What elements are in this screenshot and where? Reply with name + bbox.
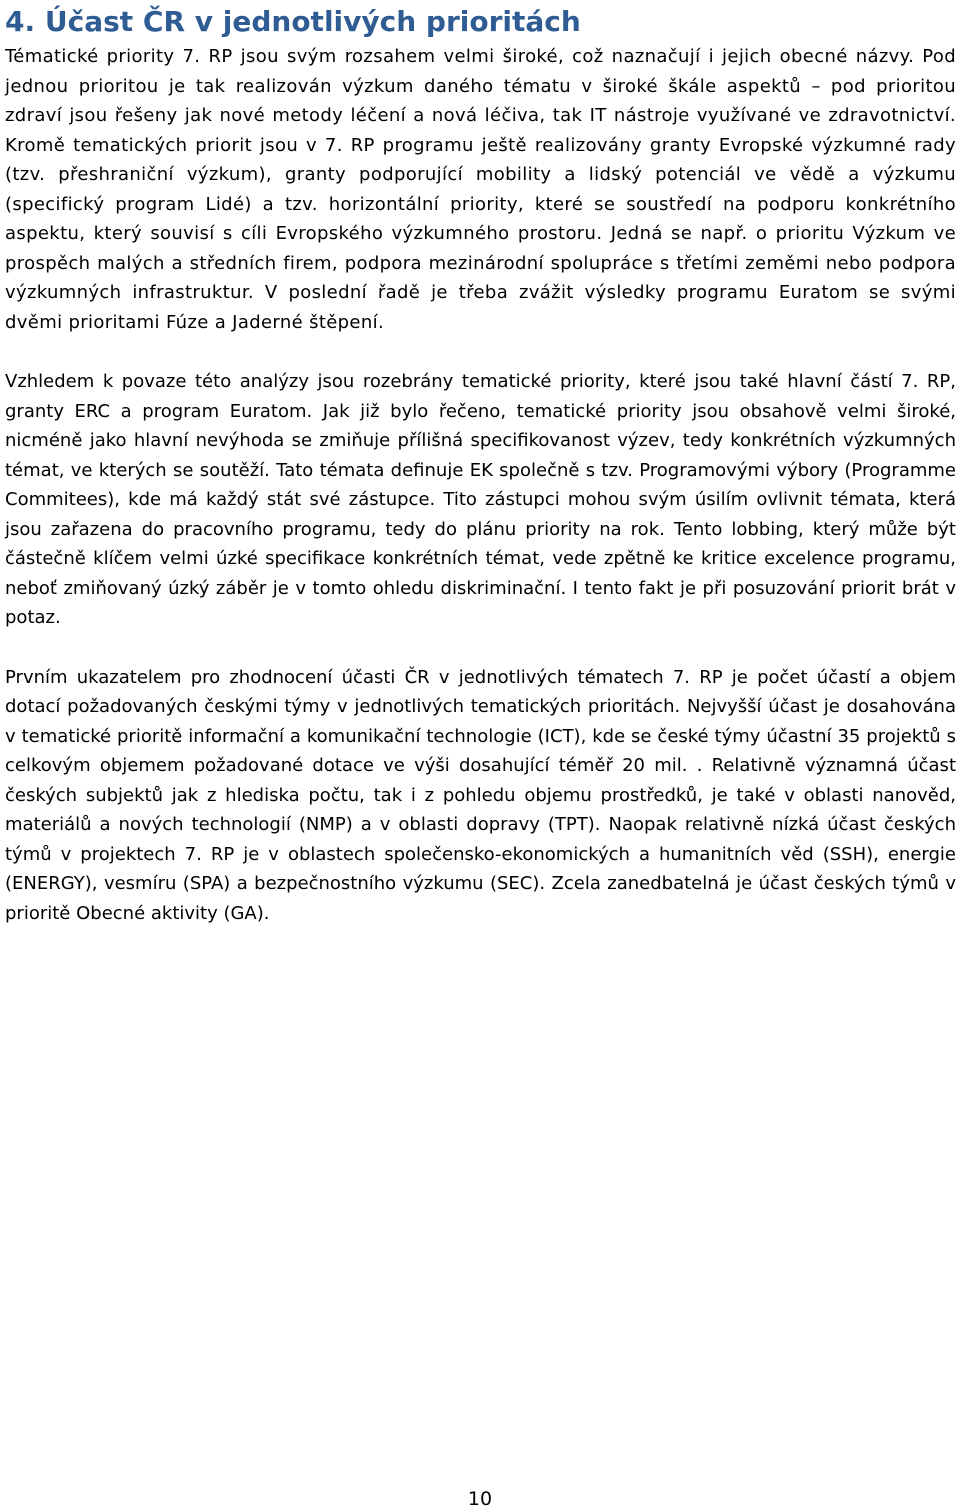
- document-page: [5, 0, 956, 928]
- page-number: 10: [467, 1488, 493, 1510]
- paragraph-analysis-scope: Vzhledem k povaze této analýzy jsou rozebrány tematické priority, které jsou také hlavní částí 7. RP, granty ERC a program Euratom. Jak již bylo řečeno, tematické priority jsou obsahově velmi široké, nicméně jako hlavní nevýhoda se zmiňuje přílišná specifikovanost výzev, tedy konkrétních výzkumných témat, ve kterých se soutěží. Tato témata definuje EK společně s tzv. Programovými výbory (Programme Commitees), kde má každý stát své zástupce. Tito zástupci mohou svým úsilím ovlivnit témata, která jsou zařazena do pracovního programu, tedy do plánu priority na rok. Tento lobbing, který může být částečně klíčem velmi úzké specifikace konkrétních témat, vede zpětně ke kritice excelence programu, neboť zmiňovaný úzký záběr je v tomto ohledu diskriminační. I tento fakt je při posuzování priorit brát v potaz.: [5, 371, 956, 628]
- paragraph-participation-indicator: Prvním ukazatelem pro zhodnocení účasti ČR v jednotlivých tématech 7. RP je počet účastí a objem dotací požadovaných českými týmy v jednotlivých tematických prioritách. Nejvyšší účast je dosahována v tematické prioritě informační a komunikační technologie (ICT), kde se české týmy účastní 35 projektů s celkovým objemem požadované dotace ve výši dosahující téměř 20 mil. . Relativně významná účast českých subjektů jak z hlediska počtu, tak i z pohledu objemu prostředků, je také v oblasti nanověd, materiálů a nových technologií (NMP) a v oblasti dopravy (TPT). Naopak relativně nízká účast českých týmů v projektech 7. RP je v oblastech společensko-ekonomických a humanitních věd (SSH), energie (ENERGY), vesmíru (SPA) a bezpečnostního výzkumu (SEC). Zcela zanedbatelná je účast českých týmů v prioritě Obecné aktivity (GA).: [5, 666, 956, 924]
- section-heading: 4. Účast ČR v jednotlivých prioritách: [5, 5, 581, 38]
- paragraph-thematic-priorities: Tématické priority 7. RP jsou svým rozsahem velmi široké, což naznačují i jejich obecné názvy. Pod jednou prioritou je tak realizován výzkum daného tématu v široké škále aspektů – pod prioritou zdraví jsou řešeny jak nové metody léčení a nová léčiva, tak IT nástroje využívané ve zdravotnictví. Kromě tematických priorit jsou v 7. RP programu ještě realizovány granty Evropské výzkumné rady (tzv. přeshraniční výzkum), granty podporující mobility a lidský potenciál ve vědě a výzkumu (specifický program Lidé) a tzv. horizontální priority, které se soustředí na podporu konkrétního aspektu, který souvisí s cíli Evropského výzkumného prostoru. Jedná se např. o prioritu Výzkum ve prospěch malých a středních firem, podpora mezinárodní spolupráce s třetími zeměmi nebo podpora výzkumných infrastruktur. V poslední řadě je třeba zvážit výsledky programu Euratom se svými dvěmi prioritami Fúze a Jaderné štěpení.: [5, 46, 956, 333]
